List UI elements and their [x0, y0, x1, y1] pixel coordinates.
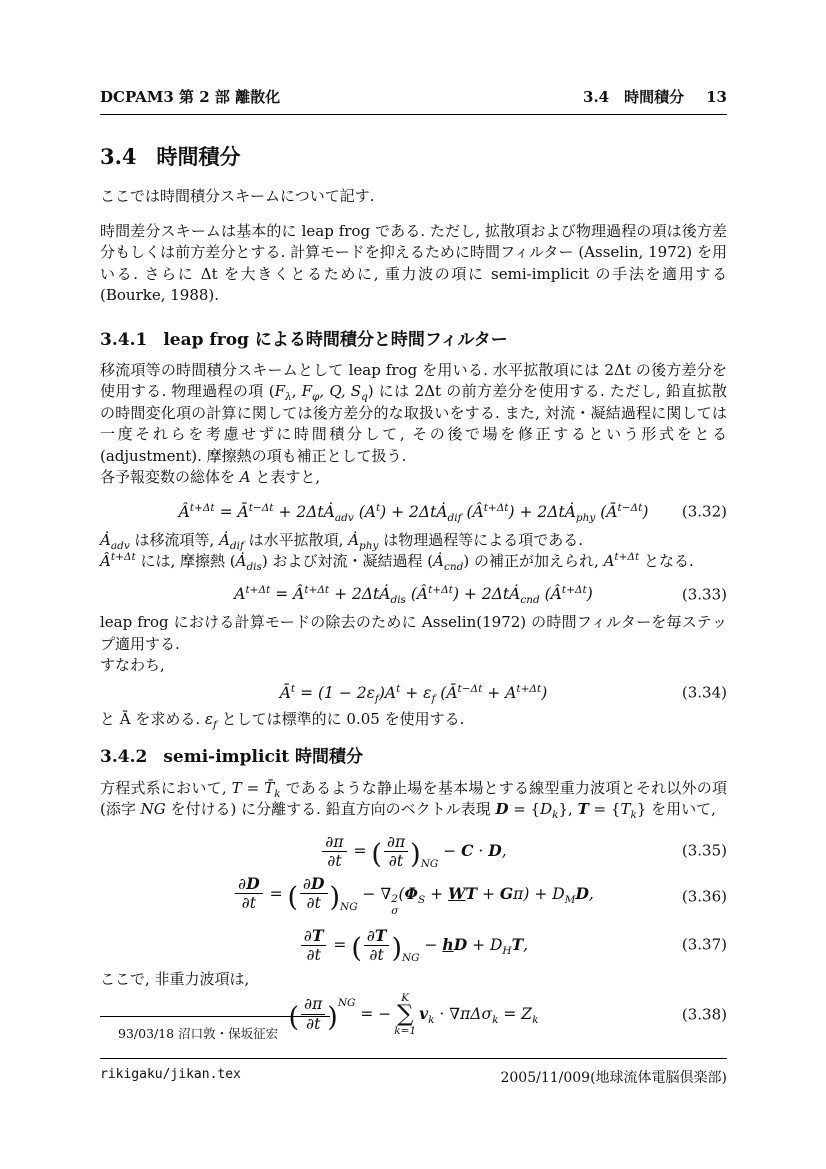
equation-3-34 — [100, 684, 727, 703]
paragraph-scheme: 時間差分スキームは基本的に leap frog である. ただし, 拡散項および物理過程の項は後方差分もしくは前方差分とする. 計算モードを抑えるために時間フィルター (Asselin, 1972) を用いる. さらに Δt を大きくとるために, 重力波の項に semi-implicit の手法を適用する (Bourke, 1988). — [100, 221, 727, 304]
footnote — [100, 1016, 727, 1042]
subsection-title: leap frog による時間積分と時間フィルター — [163, 329, 508, 350]
math-token: t−Δt — [457, 682, 483, 695]
math-token: ∂ — [238, 875, 247, 894]
math-token: = — [348, 842, 372, 861]
paragraph-asselin: leap frog における計算モードの除去のために Asselin(1972) の時間フィルターを毎ステップ適用する. — [100, 613, 727, 653]
math-token: t+Δt — [304, 583, 330, 596]
header-section-title: 3.4 時間積分 — [583, 88, 685, 106]
fraction — [384, 834, 408, 870]
math-token: + — [467, 936, 490, 955]
math-token: ∂t — [235, 893, 262, 911]
math-token: ) — [586, 584, 593, 603]
math-token: − ∇ — [357, 884, 392, 903]
section-heading — [100, 144, 727, 169]
math-token: ) — [541, 683, 548, 702]
math-token: t+Δt — [483, 501, 509, 514]
math-token: t+Δt — [110, 551, 136, 564]
math-token: k — [274, 787, 281, 800]
math-token: adv — [110, 539, 130, 552]
math-token: + 2ΔtȦ — [329, 584, 391, 603]
math-token: ∂t — [301, 1014, 325, 1032]
math-token: D — [495, 800, 509, 819]
subsection-heading-3-4-1 — [100, 330, 727, 351]
text-run: = — [241, 778, 265, 797]
equation-number: (3.32) — [681, 502, 727, 521]
math-token: ) + 2ΔtȦ — [380, 502, 448, 521]
math-token: T̄ — [264, 778, 275, 797]
math-token: = — [264, 884, 288, 903]
footnote-rule — [100, 1016, 330, 1017]
math-token: + A — [482, 683, 517, 702]
math-token: T — [511, 935, 524, 955]
math-token: Ȧ — [235, 552, 247, 571]
math-token: dis — [390, 593, 406, 606]
equation-body — [234, 583, 593, 606]
text-run: , — [291, 382, 302, 400]
text-run: には, 摩擦熱 ( — [135, 552, 236, 571]
math-token: + 2ΔtȦ — [273, 502, 335, 521]
math-token: dis — [246, 561, 262, 574]
fraction — [364, 925, 390, 964]
math-token: t+Δt — [245, 583, 271, 596]
text-run: ) および対流・凝結過程 ( — [261, 552, 434, 571]
math-token: − — [419, 936, 443, 955]
math-token: (Ā — [595, 502, 618, 521]
text-run: 移流項等の時間積分スキームとして leap frog を用いる. 水平拡散項には 2Δt の後方差分を使用する. 物理過程の項 ( — [100, 360, 727, 400]
equation-body: $\frac{\partial\pi}{\partial t}$ = ( $\frac{\partial\pi}{\partial t}$ )$_{NG} - C \cdot D$, — [320, 842, 506, 860]
math-token: NG — [420, 858, 439, 871]
math-token: G — [499, 883, 514, 903]
math-token: ) + — [523, 884, 553, 903]
math-token: ∂π — [304, 995, 323, 1014]
math-token: Φ — [404, 883, 419, 903]
math-token: , — [501, 842, 507, 861]
math-token: ∂t — [300, 893, 327, 911]
equation-number: (3.36) — [681, 887, 727, 906]
subsection-number: 3.4.2 — [100, 746, 148, 767]
fraction — [300, 876, 327, 912]
math-token: ∂π — [325, 832, 344, 851]
equation-body: ( $\frac{\partial\pi}{\partial t}$ )$^{NG}$ = − K ∑ k=1 $v_k \cdot \nabla\pi\Delta\sigma_k = Z_k$ — [288, 991, 539, 1037]
text-run: と Ā を求める. — [100, 710, 205, 729]
math-token: ( — [398, 884, 405, 903]
equation-3-36 — [100, 876, 727, 917]
math-token: t+Δt — [189, 501, 215, 514]
math-token: Ȧ — [219, 530, 230, 549]
math-token: k — [492, 1014, 499, 1027]
math-token: NG — [140, 800, 166, 819]
math-token: ) + 2ΔtȦ — [452, 584, 521, 603]
math-token: (Â — [461, 502, 484, 521]
fraction — [301, 925, 327, 964]
math-token: + — [477, 884, 500, 903]
math-token: F — [301, 382, 313, 400]
math-token: A — [239, 468, 251, 486]
math-token: S — [418, 893, 426, 906]
math-token: W — [448, 883, 466, 903]
math-token: (Â — [405, 584, 429, 603]
header-page-number: 13 — [706, 88, 727, 106]
math-token: Â — [100, 552, 111, 571]
page-header — [100, 88, 727, 115]
math-token: ∂ — [303, 926, 312, 945]
page-footer — [100, 1058, 727, 1087]
header-right — [583, 88, 727, 107]
math-token: ∂π — [386, 832, 406, 851]
text-run: は物理過程等による項である. — [378, 530, 584, 549]
math-token: λ — [285, 391, 292, 403]
math-token: )A — [378, 683, 397, 702]
paragraph-intro: ここでは時間積分スキームについて記す. — [100, 187, 375, 205]
math-token: F — [274, 382, 286, 400]
math-token: adv — [334, 511, 354, 524]
equation-number: (3.35) — [681, 842, 727, 861]
math-token: = Ā — [214, 502, 249, 521]
math-token: A — [603, 552, 615, 571]
paragraph-epsilon — [100, 709, 727, 731]
math-token: + ε — [400, 683, 432, 702]
math-token: Ȧ — [100, 530, 111, 549]
math-token: cnd — [444, 561, 464, 574]
math-token: k — [552, 809, 559, 822]
math-token: phy — [359, 539, 379, 552]
math-token: Â — [178, 502, 190, 521]
footer-filename: rikigaku/jikan.tex — [100, 1067, 241, 1082]
math-token: D — [575, 883, 589, 903]
text-run: は移流項等, — [129, 530, 220, 549]
math-token: ∂t — [322, 851, 346, 869]
math-token: = Â — [270, 584, 305, 603]
section-title: 時間積分 — [156, 144, 241, 169]
math-token: ∂t — [301, 945, 327, 963]
math-token: φ — [312, 391, 320, 403]
math-token: C — [461, 841, 474, 861]
math-token: , Q, S — [319, 382, 362, 400]
math-token: NG — [401, 952, 420, 965]
math-token: ∂ — [303, 875, 312, 894]
math-token: t — [396, 682, 401, 695]
fraction — [322, 834, 346, 870]
text-run: としては標準的に 0.05 を使用する. — [216, 710, 465, 729]
text-run: = { — [508, 800, 541, 819]
text-run: と表すと, — [250, 468, 321, 486]
math-token: (Ā — [435, 683, 458, 702]
math-token: NG — [337, 997, 356, 1010]
math-token: K — [401, 991, 410, 1004]
section-number: 3.4 — [100, 144, 137, 169]
math-token: T — [620, 800, 631, 819]
math-token: f — [431, 692, 436, 705]
text-run: を付ける) に分離する. 鉛直方向のベクトル表現 — [165, 800, 496, 819]
math-token: ) + 2ΔtȦ — [508, 502, 576, 521]
equation-body: $\frac{\partial T}{\partial t}$ = ( $\frac{\partial T}{\partial t}$ )$_{NG}$ − hD + $D_HT$, — [299, 936, 528, 954]
paragraph-namely: すなわち, — [100, 656, 165, 675]
math-token: D — [453, 935, 468, 955]
math-token: h — [442, 935, 454, 955]
math-token: (A — [353, 502, 376, 521]
math-token: M — [564, 893, 576, 906]
math-token: D — [311, 874, 325, 894]
math-token: t−Δt — [617, 501, 643, 514]
math-token: T — [465, 883, 478, 903]
math-token — [301, 925, 327, 945]
math-token: A — [234, 584, 246, 603]
paragraph-terms — [100, 530, 727, 552]
math-token: ε — [204, 710, 213, 729]
math-token: D — [489, 936, 503, 955]
equation-number: (3.38) — [681, 1005, 727, 1024]
math-token: t+Δt — [516, 682, 542, 695]
math-token: k — [428, 1014, 435, 1027]
math-token: v — [419, 1004, 429, 1024]
math-token: , — [588, 884, 594, 903]
subsection-title: semi-implicit 時間積分 — [163, 746, 364, 767]
math-token: q — [361, 391, 368, 403]
math-token: + — [425, 884, 449, 903]
math-token: π — [513, 884, 524, 903]
math-token: = (1 − 2ε — [295, 683, 375, 702]
paragraph-total — [100, 467, 727, 489]
text-run: }, — [558, 800, 578, 819]
text-run: となる. — [639, 552, 694, 571]
text-run: であるような静止場を基本場とする線型重力波項とそれ以外の項 (添字 — [100, 778, 727, 819]
text-run: 各予報変数の総体を — [100, 468, 240, 486]
math-token: = Z — [498, 1005, 533, 1024]
math-token: D — [246, 874, 260, 894]
math-token: ∂ — [366, 926, 375, 945]
math-token: Ȧ — [348, 530, 360, 549]
math-token: k — [630, 809, 637, 822]
text-run: = { — [588, 800, 621, 819]
header-doc-title: DCPAM3 第 2 部 離散化 — [100, 88, 281, 106]
math-token: k=1 — [394, 1025, 417, 1037]
math-token: f — [212, 719, 217, 732]
math-token: t+Δt — [561, 583, 587, 596]
math-token: f — [374, 692, 379, 705]
math-token — [364, 925, 390, 945]
text-run: ) の補正が加えられ, — [463, 552, 604, 571]
text-run: は水平拡散項, — [243, 530, 349, 549]
math-token: , — [523, 936, 529, 955]
paragraph-hat-correction — [100, 551, 727, 573]
equation-body — [279, 682, 548, 705]
math-token: D — [540, 800, 553, 819]
footer-version: 2005/11/009(地球流体電脳倶楽部) — [500, 1070, 727, 1086]
math-token: D — [488, 841, 502, 861]
math-token: dif — [229, 539, 244, 552]
math-token: D — [552, 884, 565, 903]
equation-3-37 — [100, 925, 727, 965]
math-token: (Â — [539, 584, 562, 603]
math-token: − — [438, 842, 462, 861]
math-token: ∂t — [364, 945, 390, 963]
math-token: = — [328, 936, 352, 955]
math-token: ∂t — [384, 851, 408, 869]
math-token: 2 — [391, 893, 398, 906]
sigma-icon: ∑ — [396, 1001, 414, 1028]
math-token: T — [311, 925, 324, 945]
equation-3-35 — [100, 834, 727, 870]
math-token: k — [532, 1014, 539, 1027]
equation-number: (3.37) — [681, 935, 727, 954]
math-token: T — [577, 800, 589, 819]
math-token: cnd — [520, 593, 540, 606]
paragraph-nongrav: ここで, 非重力波項は, — [100, 970, 250, 989]
fraction — [235, 876, 262, 912]
equation-3-32 — [100, 503, 727, 522]
paragraph-semi-implicit — [100, 778, 727, 821]
equation-number: (3.33) — [681, 585, 727, 604]
equation-body: $\frac{\partial D}{\partial t}$ = ( $\frac{\partial D}{\partial t}$ )$_{NG}$ − ∇ 2 σ ($\Phi_S$ + WT + $G\pi) + D_MD$, — [233, 885, 594, 903]
math-token: Ȧ — [433, 552, 445, 571]
math-token: t — [290, 682, 296, 695]
subsection-number: 3.4.1 — [100, 329, 148, 350]
equation-number: (3.34) — [681, 684, 727, 703]
math-token: t+Δt — [614, 551, 640, 564]
math-token — [235, 876, 262, 893]
math-token: phy — [575, 511, 596, 524]
math-token: t+Δt — [428, 583, 453, 596]
math-token — [300, 876, 327, 893]
paragraph-leapfrog — [100, 360, 727, 468]
math-token: t−Δt — [248, 501, 274, 514]
math-token: H — [502, 945, 512, 958]
equation-body — [178, 501, 649, 524]
math-token: NG — [340, 900, 358, 913]
footnote-text: 93/03/18 沼口敦・保坂征宏 — [118, 1026, 279, 1041]
math-token: dif — [447, 511, 462, 524]
subsection-heading-3-4-2 — [100, 747, 727, 768]
math-token: · — [473, 842, 489, 861]
math-token: σ — [391, 905, 399, 918]
text-run: } を用いて, — [636, 800, 716, 819]
equation-3-33 — [100, 585, 727, 604]
math-token: T — [374, 925, 387, 945]
math-token: ) — [642, 502, 649, 521]
text-run: 方程式系において, — [100, 778, 232, 797]
math-token: Ā — [279, 683, 291, 702]
math-token: t — [375, 501, 381, 514]
math-token: = − — [355, 1005, 392, 1024]
math-token: · ∇πΔσ — [434, 1005, 493, 1024]
math-token: T — [231, 778, 242, 797]
text-run: ) には 2Δt の前方差分を使用する. ただし, 鉛直拡散の時間変化項の計算に関しては後方差分的な取扱いをする. また, 対流・凝結過程に関しては一度それらを考慮せずに時間積分して, その後で場を修正するという形式をとる (adjustment). 摩擦熱の項も補正として扱う. — [100, 382, 727, 465]
